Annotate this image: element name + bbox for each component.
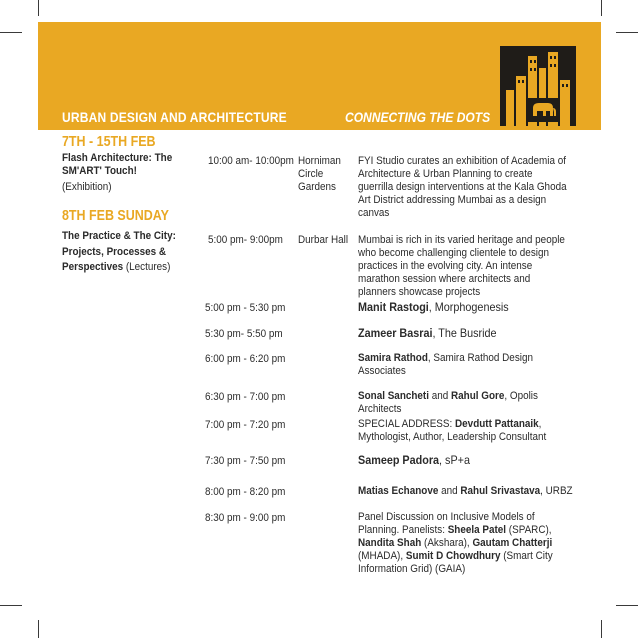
event-type: (Lectures) (125, 261, 171, 273)
event-description: Mumbai is rich in its varied heritage and people who become challenging clientele to design practices in the evolving city. An intense marathon session where architects and planners showcase projects (358, 234, 565, 298)
schedule-time: 6:00 pm - 6:20 pm (205, 353, 286, 365)
schedule-speaker: Matias Echanove and Rahul Srivastava, URBZ (358, 485, 573, 497)
crop-mark (0, 32, 22, 33)
schedule-time: 5:30 pm- 5:50 pm (205, 328, 283, 340)
schedule-speaker: Sonal Sancheti and Rahul Gore, Opolis Architects (358, 390, 538, 415)
city-skyline-elephant-logo-icon (500, 46, 576, 126)
event-venue: Durbar Hall (298, 234, 349, 246)
crop-mark (601, 0, 602, 16)
event-time: 5:00 pm- 9:00pm (208, 234, 283, 246)
schedule-speaker: SPECIAL ADDRESS: Devdutt Pattanaik, Mythologist, Author, Leadership Consultant (358, 418, 547, 443)
schedule-speaker: Sameep Padora, sP+a (358, 453, 470, 467)
schedule-time: 5:00 pm - 5:30 pm (205, 302, 286, 314)
schedule-time: 8:30 pm - 9:00 pm (205, 512, 286, 524)
section-heading: URBAN DESIGN AND ARCHITECTURE (62, 109, 287, 125)
schedule-time: 8:00 pm - 8:20 pm (205, 486, 286, 498)
schedule-time: 6:30 pm - 7:00 pm (205, 391, 286, 403)
event-time: 10:00 am- 10:00pm (208, 155, 294, 167)
schedule-speaker: Manit Rastogi, Morphogenesis (358, 300, 509, 314)
crop-mark (616, 605, 638, 606)
date-heading: 7TH - 15TH FEB (62, 134, 156, 150)
event-venue: Horniman Circle Gardens (298, 155, 341, 193)
event-name: Flash Architecture: The SM'ART' Touch! (62, 152, 173, 177)
crop-mark (38, 620, 39, 638)
event-name: The Practice & The City: Projects, Processes & Perspectives (62, 230, 176, 273)
crop-mark (616, 32, 638, 33)
event-title (62, 229, 197, 276)
event-title (62, 152, 197, 194)
schedule-time: 7:00 pm - 7:20 pm (205, 419, 286, 431)
crop-mark (0, 605, 22, 606)
schedule-speaker: Zameer Basrai, The Busride (358, 326, 497, 340)
crop-mark (601, 620, 602, 638)
crop-mark (38, 0, 39, 16)
date-heading: 8TH FEB SUNDAY (62, 208, 169, 224)
event-description: FYI Studio curates an exhibition of Academia of Architecture & Urban Planning to create guerrilla design interventions at the Kala Ghoda Art District addressing Mumbai as a design canvas (358, 155, 567, 219)
schedule-speaker: Samira Rathod, Samira Rathod Design Associates (358, 352, 533, 377)
event-type: (Exhibition) (62, 181, 112, 193)
section-tagline: CONNECTING THE DOTS (345, 109, 491, 125)
schedule-time: 7:30 pm - 7:50 pm (205, 455, 286, 467)
panel-discussion: Panel Discussion on Inclusive Models of Planning. Panelists: Sheela Patel (SPARC), Nandita Shah (Akshara), Gautam Chatterji (MHADA), Sumit D Chowdhury (Smart City Information Grid) (GAIA) (358, 511, 553, 575)
